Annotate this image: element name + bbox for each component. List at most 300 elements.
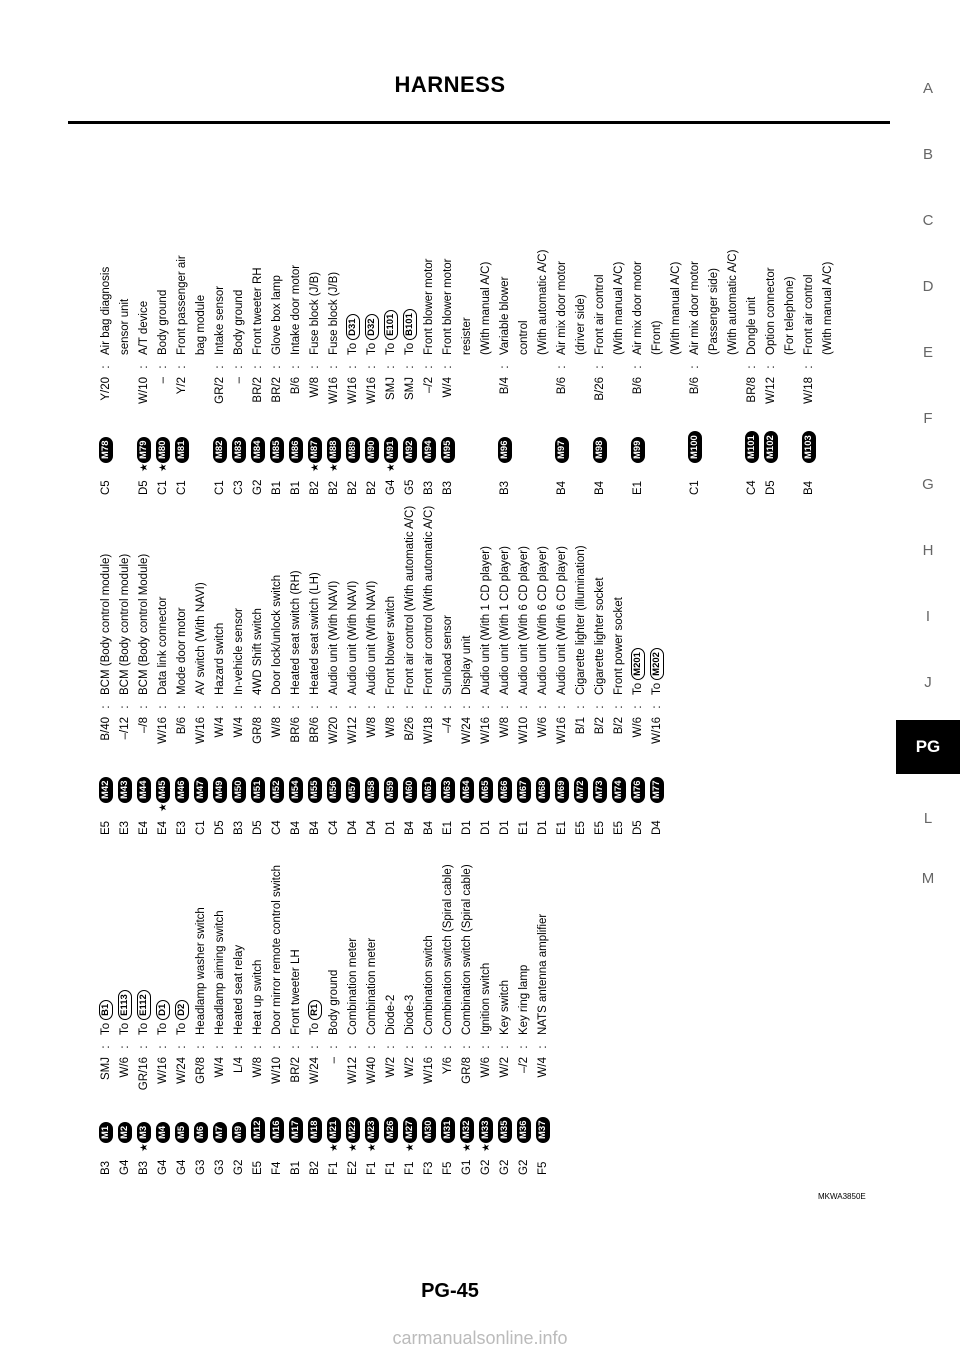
description-text: Front passenger air xyxy=(176,255,188,355)
grid-ref: B1 xyxy=(290,1160,302,1175)
grid-ref: D1 xyxy=(480,820,492,835)
wire-color: W/12 xyxy=(347,1057,359,1084)
connector-number: M5 xyxy=(175,1122,189,1143)
page-title: HARNESS xyxy=(394,72,506,97)
wire-color: W/8 xyxy=(271,717,283,738)
connector-description xyxy=(268,575,287,695)
connector-row xyxy=(306,495,325,835)
description-text: Display unit xyxy=(461,635,473,695)
connector-description xyxy=(287,265,306,355)
description-text: (With automatic A/C) xyxy=(537,249,549,355)
section-tab-a[interactable]: A xyxy=(922,80,933,97)
connector-row xyxy=(306,155,325,495)
wire-color: W/20 xyxy=(328,717,340,744)
star-icon: ★ xyxy=(481,1143,492,1152)
connector-row xyxy=(420,155,439,495)
grid-ref: F1 xyxy=(328,1161,340,1175)
connector-row xyxy=(116,495,135,835)
separator: : xyxy=(214,1045,226,1049)
wire-color: W/10 xyxy=(518,717,530,744)
description-text: Combination switch xyxy=(423,935,435,1035)
wire-color: W/10 xyxy=(271,1057,283,1084)
connector-row xyxy=(496,155,515,495)
connector-description xyxy=(211,286,230,355)
separator: : xyxy=(119,1045,131,1049)
description-text: (With manual A/C) xyxy=(670,261,682,355)
separator: : xyxy=(423,365,435,369)
description-text: (Passenger side) xyxy=(708,268,720,355)
connector-description xyxy=(287,949,306,1035)
wire-color: SMJ xyxy=(404,377,416,400)
wire-color: B/40 xyxy=(100,717,112,741)
section-tab-i[interactable]: I xyxy=(925,608,931,625)
target-connector: D31 xyxy=(346,314,360,339)
description-text: (driver side) xyxy=(575,294,587,355)
connector-description xyxy=(515,546,534,695)
wire-color: BR/2 xyxy=(290,1057,302,1083)
wire-color: SMJ xyxy=(100,1057,112,1080)
grid-ref: B3 xyxy=(499,480,511,495)
connector-number: M32 xyxy=(460,1117,474,1143)
description-text: Data link connector xyxy=(157,596,169,695)
wire-color: W/8 xyxy=(366,717,378,738)
description-text: Audio unit (With 6 CD player) xyxy=(518,546,530,695)
grid-ref: D1 xyxy=(385,820,397,835)
connector-row xyxy=(211,835,230,1175)
connector-row xyxy=(211,495,230,835)
description-text: Air mix door motor xyxy=(556,261,568,355)
connector-number: M95 xyxy=(441,437,455,463)
separator: : xyxy=(594,365,606,369)
separator: : xyxy=(518,1045,530,1049)
connector-number: M98 xyxy=(593,437,607,463)
separator: : xyxy=(233,365,245,369)
connector-row xyxy=(534,835,553,1175)
connector-number: M97 xyxy=(555,437,569,463)
grid-ref: F5 xyxy=(442,1161,454,1175)
grid-ref: E5 xyxy=(613,820,625,835)
separator: : xyxy=(499,705,511,709)
wire-color: – xyxy=(157,377,169,384)
connector-number: M42 xyxy=(99,777,113,803)
connector-number: M87 xyxy=(308,437,322,463)
connector-row xyxy=(344,835,363,1175)
wire-color: W/24 xyxy=(176,1057,188,1084)
connector-row xyxy=(648,495,667,835)
separator: : xyxy=(347,705,359,709)
grid-ref: E1 xyxy=(556,820,568,835)
separator: : xyxy=(290,1045,302,1049)
connector-number: M50 xyxy=(232,777,246,803)
connector-row xyxy=(534,495,553,835)
separator: : xyxy=(176,365,188,369)
description-text: Audio unit (With 6 CD player) xyxy=(556,546,568,695)
section-tab-pg[interactable]: PG xyxy=(896,720,960,774)
connector-number: M84 xyxy=(251,437,265,463)
wire-color: B/6 xyxy=(632,377,644,395)
connector-row xyxy=(458,495,477,835)
wire-color: W/2 xyxy=(404,1057,416,1078)
separator: : xyxy=(366,1045,378,1049)
description-text: Cigarette lighter (illumination) xyxy=(575,545,587,695)
connector-row xyxy=(192,495,211,835)
description-text: Glove box lamp xyxy=(271,275,283,355)
grid-ref: B2 xyxy=(328,480,340,495)
connector-description xyxy=(344,581,363,695)
wire-color: W/16 xyxy=(423,1057,435,1084)
connector-number: M82 xyxy=(213,437,227,463)
description-text: Body ground xyxy=(328,969,340,1035)
wire-color: W/24 xyxy=(461,717,473,744)
wire-color: W/12 xyxy=(765,377,777,404)
wire-color: B/2 xyxy=(594,717,606,735)
connector-row xyxy=(230,495,249,835)
connector-description xyxy=(382,596,401,695)
connector-description xyxy=(249,960,268,1035)
connector-description xyxy=(230,290,249,355)
description-text: To xyxy=(347,342,359,355)
connector-description xyxy=(420,506,439,695)
connector-number: M66 xyxy=(498,777,512,803)
section-tab-e[interactable]: E xyxy=(922,344,933,361)
separator: : xyxy=(651,705,663,709)
section-tab-m[interactable]: M xyxy=(921,870,935,887)
grid-ref: E5 xyxy=(575,820,587,835)
connector-row xyxy=(591,155,610,495)
grid-ref: B4 xyxy=(423,820,435,835)
grid-ref: C4 xyxy=(746,480,758,495)
connector-number: M22 xyxy=(346,1117,360,1143)
wire-color: B/6 xyxy=(176,717,188,735)
grid-ref: D5 xyxy=(252,820,264,835)
connector-description xyxy=(173,607,192,695)
grid-ref: E1 xyxy=(442,820,454,835)
separator: : xyxy=(309,365,321,369)
star-icon: ★ xyxy=(329,463,340,472)
connector-number: M69 xyxy=(555,777,569,803)
connector-description xyxy=(97,1000,116,1035)
description-text: sensor unit xyxy=(119,298,131,355)
description-text: To xyxy=(176,1022,188,1035)
connector-number: M31 xyxy=(441,1117,455,1143)
connector-description xyxy=(325,581,344,695)
connector-number: M96 xyxy=(498,437,512,463)
page-number: PG-45 xyxy=(421,1280,479,1302)
grid-ref: D1 xyxy=(461,820,473,835)
grid-ref: B3 xyxy=(233,820,245,835)
grid-ref: E4 xyxy=(138,820,150,835)
connector-description xyxy=(496,980,515,1035)
star-icon: ★ xyxy=(462,1143,473,1152)
connector-description xyxy=(534,914,553,1035)
wire-color: W/10 xyxy=(138,377,150,404)
grid-ref: G2 xyxy=(499,1159,511,1175)
grid-ref: B2 xyxy=(366,480,378,495)
star-icon: ★ xyxy=(367,1143,378,1152)
section-tab-g[interactable]: G xyxy=(922,476,934,493)
description-text: Audio unit (With NAVI) xyxy=(347,580,359,695)
connector-number: M36 xyxy=(517,1117,531,1143)
connector-description xyxy=(154,597,173,695)
wire-color: BR/2 xyxy=(252,377,264,403)
connector-row xyxy=(382,835,401,1175)
connector-row xyxy=(173,495,192,835)
section-tab-h[interactable]: H xyxy=(922,542,934,559)
connector-number: M99 xyxy=(631,437,645,463)
grid-ref: E5 xyxy=(100,820,112,835)
connector-row xyxy=(268,155,287,495)
wire-color: BR/6 xyxy=(309,717,321,743)
description-text: Diode-2 xyxy=(385,994,397,1035)
description-text: (With manual A/C) xyxy=(613,261,625,355)
wire-color: W/16 xyxy=(195,717,207,744)
separator: : xyxy=(157,1045,169,1049)
wire-color: L/4 xyxy=(233,1057,245,1073)
connector-description xyxy=(553,261,572,355)
wire-color: B/6 xyxy=(290,377,302,395)
connector-row xyxy=(116,835,135,1175)
connector-description xyxy=(268,865,287,1035)
grid-ref: C3 xyxy=(233,480,245,495)
separator: : xyxy=(328,1045,340,1049)
connector-row xyxy=(97,155,116,495)
separator: : xyxy=(366,365,378,369)
connector-number: M18 xyxy=(308,1117,322,1143)
wire-color: – xyxy=(328,1057,340,1064)
connector-description xyxy=(800,274,819,355)
wire-color: W/6 xyxy=(632,717,644,738)
connector-number: M77 xyxy=(650,777,664,803)
connector-description xyxy=(230,945,249,1035)
connector-description xyxy=(154,1000,173,1035)
connector-description xyxy=(762,267,781,355)
section-tab-c[interactable]: C xyxy=(922,212,934,229)
grid-ref: D5 xyxy=(765,480,777,495)
grid-ref: C1 xyxy=(689,480,701,495)
grid-ref: B4 xyxy=(290,820,302,835)
separator: : xyxy=(366,705,378,709)
connector-number: M1 xyxy=(99,1122,113,1143)
description-text: Combination switch (Spiral cable) xyxy=(442,864,454,1035)
description-text: 4WD Shift switch xyxy=(252,608,264,695)
connector-number: M91 xyxy=(384,437,398,463)
description-text: Audio unit (With 1 CD player) xyxy=(480,546,492,695)
separator: : xyxy=(176,705,188,709)
description-text: Heated seat relay xyxy=(233,944,245,1035)
wire-color: W/16 xyxy=(556,717,568,744)
separator: : xyxy=(461,1045,473,1049)
description-text: Front blower motor xyxy=(423,258,435,355)
separator: : xyxy=(499,1045,511,1049)
connector-description xyxy=(306,272,325,355)
connector-description xyxy=(135,554,154,695)
connector-row xyxy=(363,835,382,1175)
star-icon: ★ xyxy=(405,1143,416,1152)
connector-row xyxy=(363,155,382,495)
connector-row xyxy=(287,495,306,835)
connector-number: M12 xyxy=(251,1117,265,1143)
connector-number: M23 xyxy=(365,1117,379,1143)
grid-ref: C4 xyxy=(328,820,340,835)
connector-number: M46 xyxy=(175,777,189,803)
star-icon: ★ xyxy=(139,463,150,472)
grid-ref: G3 xyxy=(195,1159,207,1175)
description-text: Dongle unit xyxy=(746,296,758,355)
connector-number: M17 xyxy=(289,1117,303,1143)
separator: : xyxy=(138,1045,150,1049)
star-icon: ★ xyxy=(348,1143,359,1152)
grid-ref: D4 xyxy=(366,820,378,835)
separator: : xyxy=(689,365,701,369)
connector-row xyxy=(363,495,382,835)
wire-color: W/8 xyxy=(252,1057,264,1078)
connector-description xyxy=(534,546,553,695)
connector-description xyxy=(249,608,268,695)
separator: : xyxy=(803,365,815,369)
connector-row xyxy=(135,835,154,1175)
description-text: control xyxy=(518,320,530,355)
separator: : xyxy=(214,705,226,709)
wire-color: B/2 xyxy=(613,717,625,735)
separator: : xyxy=(309,705,321,709)
connector-row xyxy=(477,495,496,835)
description-text: Front air control (With automatic A/C) xyxy=(423,505,435,695)
header-rule xyxy=(68,121,890,124)
connector-row xyxy=(439,495,458,835)
connector-number: M81 xyxy=(175,437,189,463)
separator: : xyxy=(556,705,568,709)
wire-color: B/4 xyxy=(499,377,511,395)
description-text: Air mix door motor xyxy=(632,261,644,355)
separator: : xyxy=(309,1045,321,1049)
wire-color: B/1 xyxy=(575,717,587,735)
wire-color: –/4 xyxy=(442,717,454,733)
connector-number: M61 xyxy=(422,777,436,803)
separator: : xyxy=(138,365,150,369)
connector-number: M21 xyxy=(327,1117,341,1143)
wire-color: W/16 xyxy=(480,717,492,744)
grid-ref: F1 xyxy=(385,1161,397,1175)
section-tab-l[interactable]: L xyxy=(923,810,933,827)
connector-description xyxy=(477,963,496,1035)
connector-description xyxy=(401,506,420,695)
separator: : xyxy=(233,705,245,709)
grid-ref: B4 xyxy=(594,480,606,495)
connector-row xyxy=(572,495,591,835)
connector-number: M68 xyxy=(536,777,550,803)
wire-color: W/12 xyxy=(347,717,359,744)
section-tab-f[interactable]: F xyxy=(923,410,933,427)
connector-number: M52 xyxy=(270,777,284,803)
connector-number: M30 xyxy=(422,1117,436,1143)
description-text: (Front) xyxy=(651,320,663,355)
connector-number: M86 xyxy=(289,437,303,463)
description-text: AV switch (With NAVI) xyxy=(195,582,207,695)
connector-row xyxy=(420,835,439,1175)
connector-row xyxy=(553,495,572,835)
wire-color: W/4 xyxy=(233,717,245,738)
connector-number: M58 xyxy=(365,777,379,803)
section-tab-b[interactable]: B xyxy=(922,146,933,163)
grid-ref: E3 xyxy=(119,820,131,835)
separator: : xyxy=(499,365,511,369)
description-text: Front air control (With automatic A/C) xyxy=(404,505,416,695)
wire-color: W/16 xyxy=(347,377,359,404)
connector-row xyxy=(306,835,325,1175)
connector-row xyxy=(325,495,344,835)
connector-number: M37 xyxy=(536,1117,550,1143)
grid-ref: B2 xyxy=(309,480,321,495)
grid-ref: D5 xyxy=(138,480,150,495)
section-tab-d[interactable]: D xyxy=(922,278,934,295)
separator: : xyxy=(271,365,283,369)
connector-row xyxy=(230,155,249,495)
wire-color: W/6 xyxy=(480,1057,492,1078)
description-text: To xyxy=(632,682,644,695)
separator: : xyxy=(385,365,397,369)
grid-ref: E1 xyxy=(632,480,644,495)
description-text: Audio unit (With 6 CD player) xyxy=(537,546,549,695)
wire-color: W/6 xyxy=(119,1057,131,1078)
connector-number: M79 xyxy=(137,437,151,463)
connector-number: M9 xyxy=(232,1122,246,1143)
connector-description xyxy=(173,255,192,355)
grid-ref: B2 xyxy=(309,1160,321,1175)
connector-description xyxy=(325,970,344,1035)
description-text: To xyxy=(385,342,397,355)
connector-row xyxy=(382,495,401,835)
description-text: To xyxy=(366,342,378,355)
description-text: Fuse block (J/B) xyxy=(328,271,340,355)
description-text: Ignition switch xyxy=(480,962,492,1035)
separator: : xyxy=(157,365,169,369)
separator: : xyxy=(442,365,454,369)
connector-number: M47 xyxy=(194,777,208,803)
connector-row xyxy=(249,835,268,1175)
description-text: Air bag diagnosis xyxy=(100,266,112,355)
grid-ref: G5 xyxy=(404,479,416,495)
grid-ref: C1 xyxy=(195,820,207,835)
grid-ref: G4 xyxy=(157,1159,169,1175)
wire-color: B/26 xyxy=(404,717,416,741)
section-tab-j[interactable]: J xyxy=(924,674,932,691)
grid-ref: G4 xyxy=(119,1159,131,1175)
connector-row xyxy=(230,835,249,1175)
connector-row xyxy=(344,495,363,835)
separator: : xyxy=(613,705,625,709)
connector-row xyxy=(629,155,648,495)
description-text: (For telephone) xyxy=(784,276,796,355)
separator: : xyxy=(100,365,112,369)
connector-description xyxy=(211,623,230,695)
connector-description xyxy=(268,275,287,355)
description-text: Door lock/unlock switch xyxy=(271,574,283,695)
description-text: Air mix door motor xyxy=(689,261,701,355)
connector-number: M7 xyxy=(213,1122,227,1143)
connector-row xyxy=(287,835,306,1175)
wire-color: W/8 xyxy=(385,717,397,738)
connector-description xyxy=(458,636,477,695)
connector-description xyxy=(230,608,249,695)
connector-description xyxy=(192,907,211,1035)
separator: : xyxy=(328,705,340,709)
description-text: To xyxy=(100,1022,112,1035)
description-text: Heated seat switch (RH) xyxy=(290,570,302,695)
grid-ref: G3 xyxy=(214,1159,226,1175)
connector-number: M90 xyxy=(365,437,379,463)
target-connector: E101 xyxy=(384,310,398,340)
connector-description xyxy=(306,572,325,695)
